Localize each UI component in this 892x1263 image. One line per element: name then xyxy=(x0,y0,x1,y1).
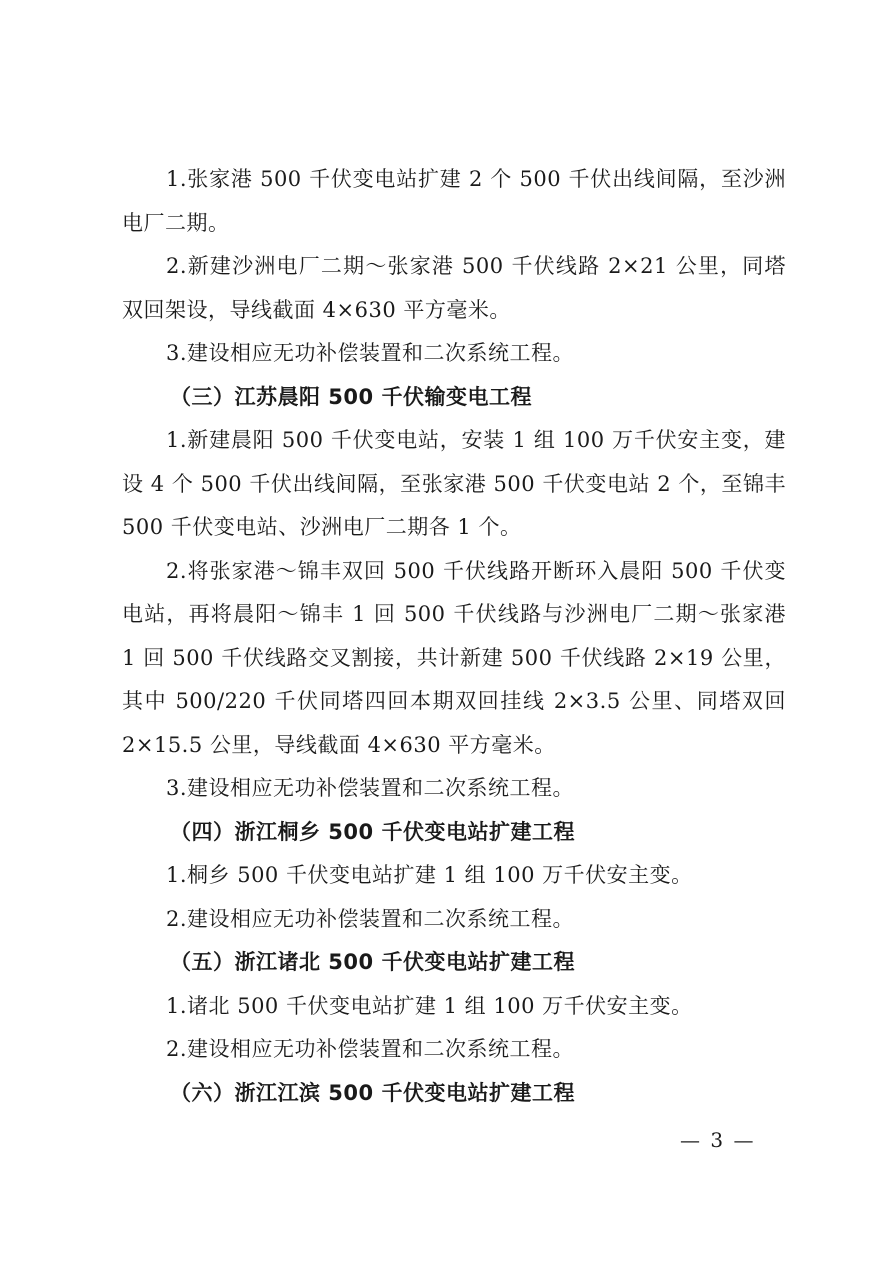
paragraph-6: 3.建设相应无功补偿装置和二次系统工程。 xyxy=(166,776,575,800)
section-heading-3: （三）江苏晨阳 500 千伏输变电工程 xyxy=(170,384,532,409)
paragraph-9: 1.诸北 500 千伏变电站扩建 1 组 100 万千伏安主变。 xyxy=(166,993,693,1018)
section-heading-4: （四）浙江桐乡 500 千伏变电站扩建工程 xyxy=(170,819,575,844)
paragraph-4: 1.新建晨阳 500 千伏变电站，安装 1 组 100 万千伏安主变，建设 4 个 500 千伏出线间隔，至张家港 500 千伏变电站 2 个，至锦丰 500 千伏变电站、沙洲电厂二期各 1 个。 xyxy=(122,428,786,539)
document-body xyxy=(122,158,786,1115)
paragraph-7: 1.桐乡 500 千伏变电站扩建 1 组 100 万千伏安主变。 xyxy=(166,863,693,887)
paragraph-3: 3.建设相应无功补偿装置和二次系统工程。 xyxy=(166,341,575,365)
paragraph-8: 2.建设相应无功补偿装置和二次系统工程。 xyxy=(166,906,575,931)
paragraph-2: 2.新建沙洲电厂二期～张家港 500 千伏线路 2×21 公里，同塔双回架设，导线截面 4×630 平方毫米。 xyxy=(122,254,786,322)
section-heading-5: （五）浙江诸北 500 千伏变电站扩建工程 xyxy=(170,950,575,974)
page-number: — 3 — xyxy=(680,1128,756,1152)
section-heading-6: （六）浙江江滨 500 千伏变电站扩建工程 xyxy=(170,1080,575,1105)
paragraph-5: 2.将张家港～锦丰双回 500 千伏线路开断环入晨阳 500 千伏变电站，再将晨阳～锦丰 1 回 500 千伏线路与沙洲电厂二期～张家港 1 回 500 千伏线路交叉割接，共计新建 500 千伏线路 2×19 公里，其中 500/220 千伏同塔四回本期双回挂线 2×3.5 公里、同塔双回 2×15.5 公里，导线截面 4×630 平方毫米。 xyxy=(122,558,786,757)
paragraph-10: 2.建设相应无功补偿装置和二次系统工程。 xyxy=(166,1037,575,1061)
paragraph-1: 1.张家港 500 千伏变电站扩建 2 个 500 千伏出线间隔，至沙洲电厂二期。 xyxy=(122,167,786,235)
